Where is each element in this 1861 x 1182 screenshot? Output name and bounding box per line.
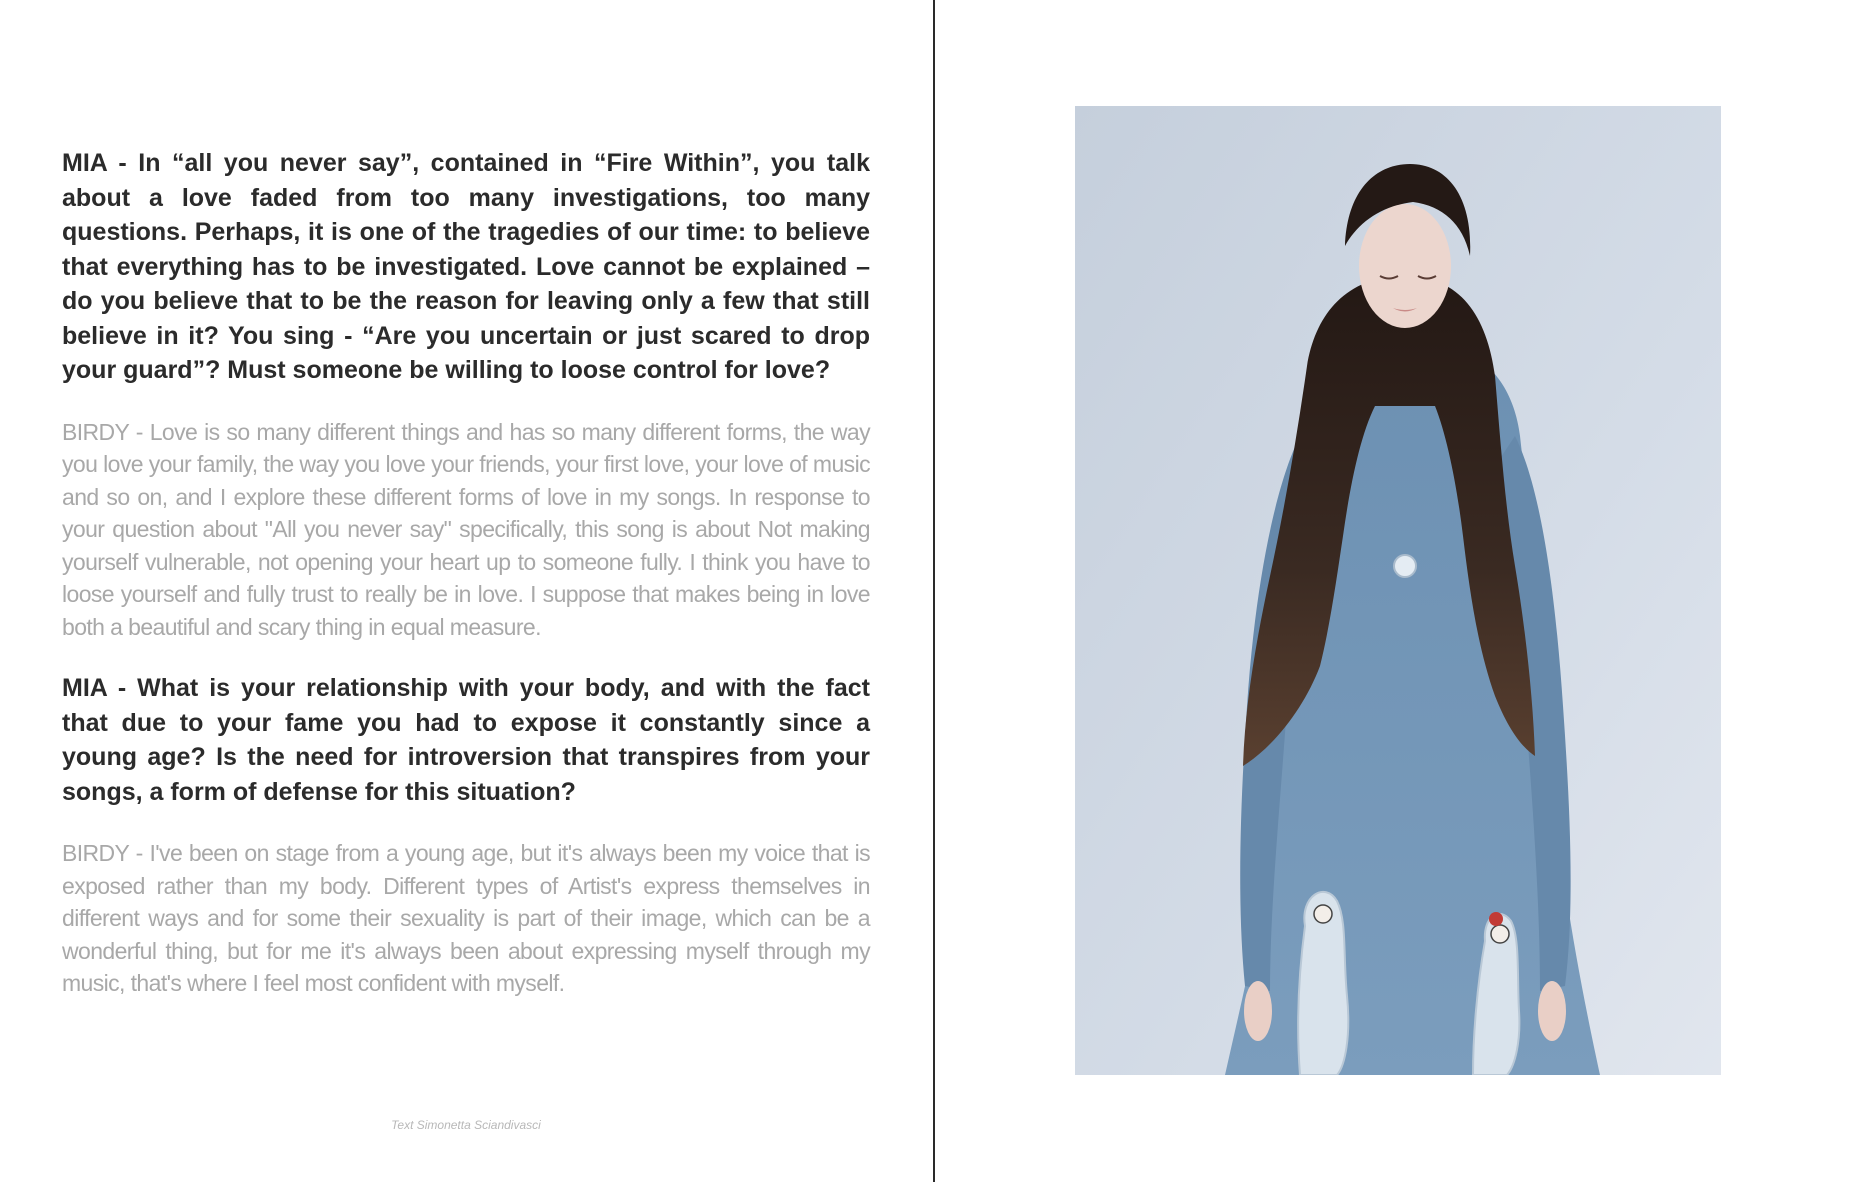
text-credit: Text Simonetta Sciandivasci xyxy=(391,1118,541,1132)
patch-right-hat xyxy=(1489,912,1503,926)
interview-answer-1: BIRDY - Love is so many different things and has so many different forms, the way you love your family, the way you love your friends, your first love, your love of music and so on, and I explore these different forms of love in my songs. In response to your question about "All you never say" specifically, this song is about Not making yourself vulnerable, not opening your heart up to someone fully. I think you have to loose yourself and fully trust to really be in love. I suppose that makes being in love both a beautiful and scary thing in equal measure. xyxy=(62,418,870,640)
interview-question-1: MIA - In “all you never say”, contained in “Fire Within”, you talk about a love faded from too many investigations, too many questions. Perhaps, it is one of the tragedies of our time: to believe that everything has to be investigated. Love cannot be explained – do you believe that to be the reason for leaving only a few that still believe in it? You sing - “Are you uncertain or just scared to drop your guard”? Must someone be willing to loose control for love? xyxy=(62,149,870,384)
portrait-photo xyxy=(1075,106,1721,1075)
interview-question-2: MIA - What is your relationship with your body, and with the fact that due to your fame you had to expose it constantly since a young age? Is the need for introversion that transpires from your songs, a form of defense for this situation? xyxy=(62,674,870,806)
portrait-illustration xyxy=(1075,106,1721,1075)
interview-column xyxy=(62,146,870,1028)
interview-answer-2: BIRDY - I've been on stage from a young age, but it's always been my voice that is exposed rather than my body. Different types of Artist's express themselves in different ways and for some their sexuality is part of their image, which can be a wonderful thing, but for me it's always been about expressing myself through my music, that's where I feel most confident with myself. xyxy=(62,840,870,996)
face xyxy=(1359,204,1451,328)
patch-right-face xyxy=(1491,925,1509,943)
page-gutter-divider xyxy=(933,0,935,1182)
collar-brooch xyxy=(1394,555,1416,577)
right-hand xyxy=(1538,981,1566,1041)
right-page xyxy=(936,0,1861,1182)
patch-left-face xyxy=(1314,905,1332,923)
left-hand xyxy=(1244,981,1272,1041)
